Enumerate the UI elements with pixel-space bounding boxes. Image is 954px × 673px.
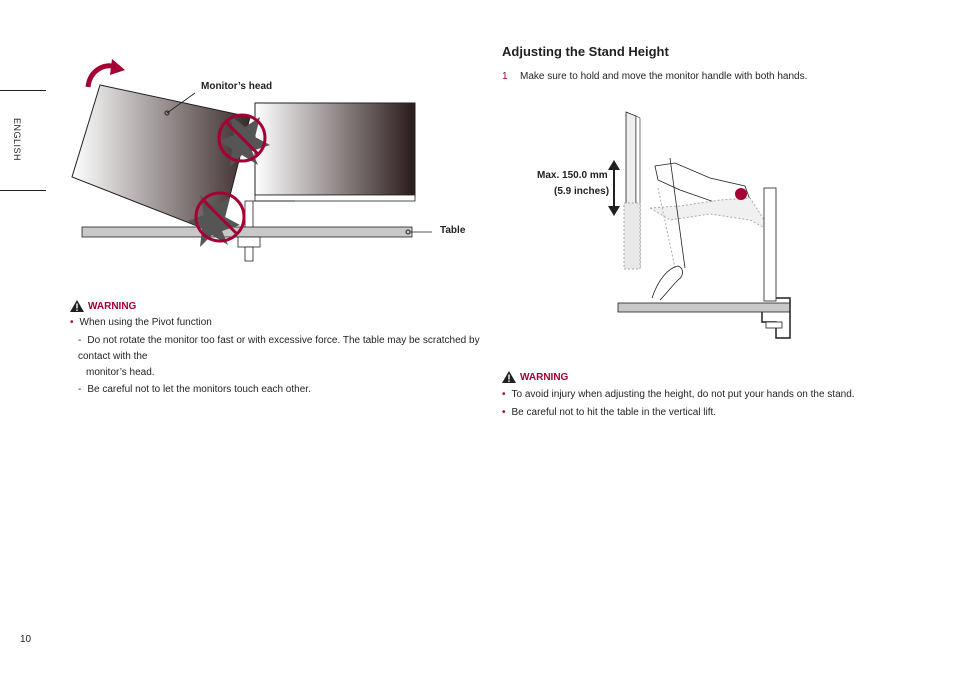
warning-item: Be careful not to hit the table in the vertical lift. [511,407,717,418]
table-label: Table [440,225,466,236]
warning-item: Be careful not to let the monitors touch each other. [87,384,311,395]
language-tab: ENGLISH [12,118,22,162]
height-adjust-figure [600,108,800,343]
warning-triangle-icon [502,371,516,383]
warning-bullet: When using the Pivot function [79,317,212,328]
section-title: Adjusting the Stand Height [502,44,669,59]
sidebar-rule-top [0,90,46,91]
warning-title: WARNING [88,300,137,312]
step-text: Make sure to hold and move the monitor handle with both hands. [520,71,808,82]
step-number: 1 [502,71,508,82]
pivot-figure [70,55,480,270]
warning-item: To avoid injury when adjusting the height, do not put your hands on the stand. [511,389,855,400]
sidebar-rule-bottom [0,190,46,191]
rotate-arrow-icon [88,59,125,87]
table-surface [82,227,412,237]
step-1 [502,71,807,82]
warning-title: WARNING [520,371,569,383]
monitor-head-label: Monitor’s head [201,81,273,92]
upright-monitor [255,103,415,195]
page-number: 10 [20,634,32,645]
warning-triangle-icon [70,300,84,312]
warning-item: Do not rotate the monitor too fast or with excessive force. The table may be scratched by contact with the [78,335,480,362]
left-warning: WARNING • When using the Pivot function - Do not rotate the monitor too fast or with excessive force. The table may be scratched by contact with the monitor’s head. - Be careful not to let the monitors touch each other. [70,300,480,395]
max-height-inches-label: (5.9 inches) [554,186,610,197]
warning-item: monitor’s head. [86,367,155,378]
max-height-label: Max. 150.0 mm [537,170,608,181]
right-warning: WARNING • To avoid injury when adjusting the height, do not put your hands on the stand. • Be careful not to hit the table in the vertical lift. [502,371,855,418]
height-arrow-icon [608,160,620,216]
table-surface [618,303,790,312]
